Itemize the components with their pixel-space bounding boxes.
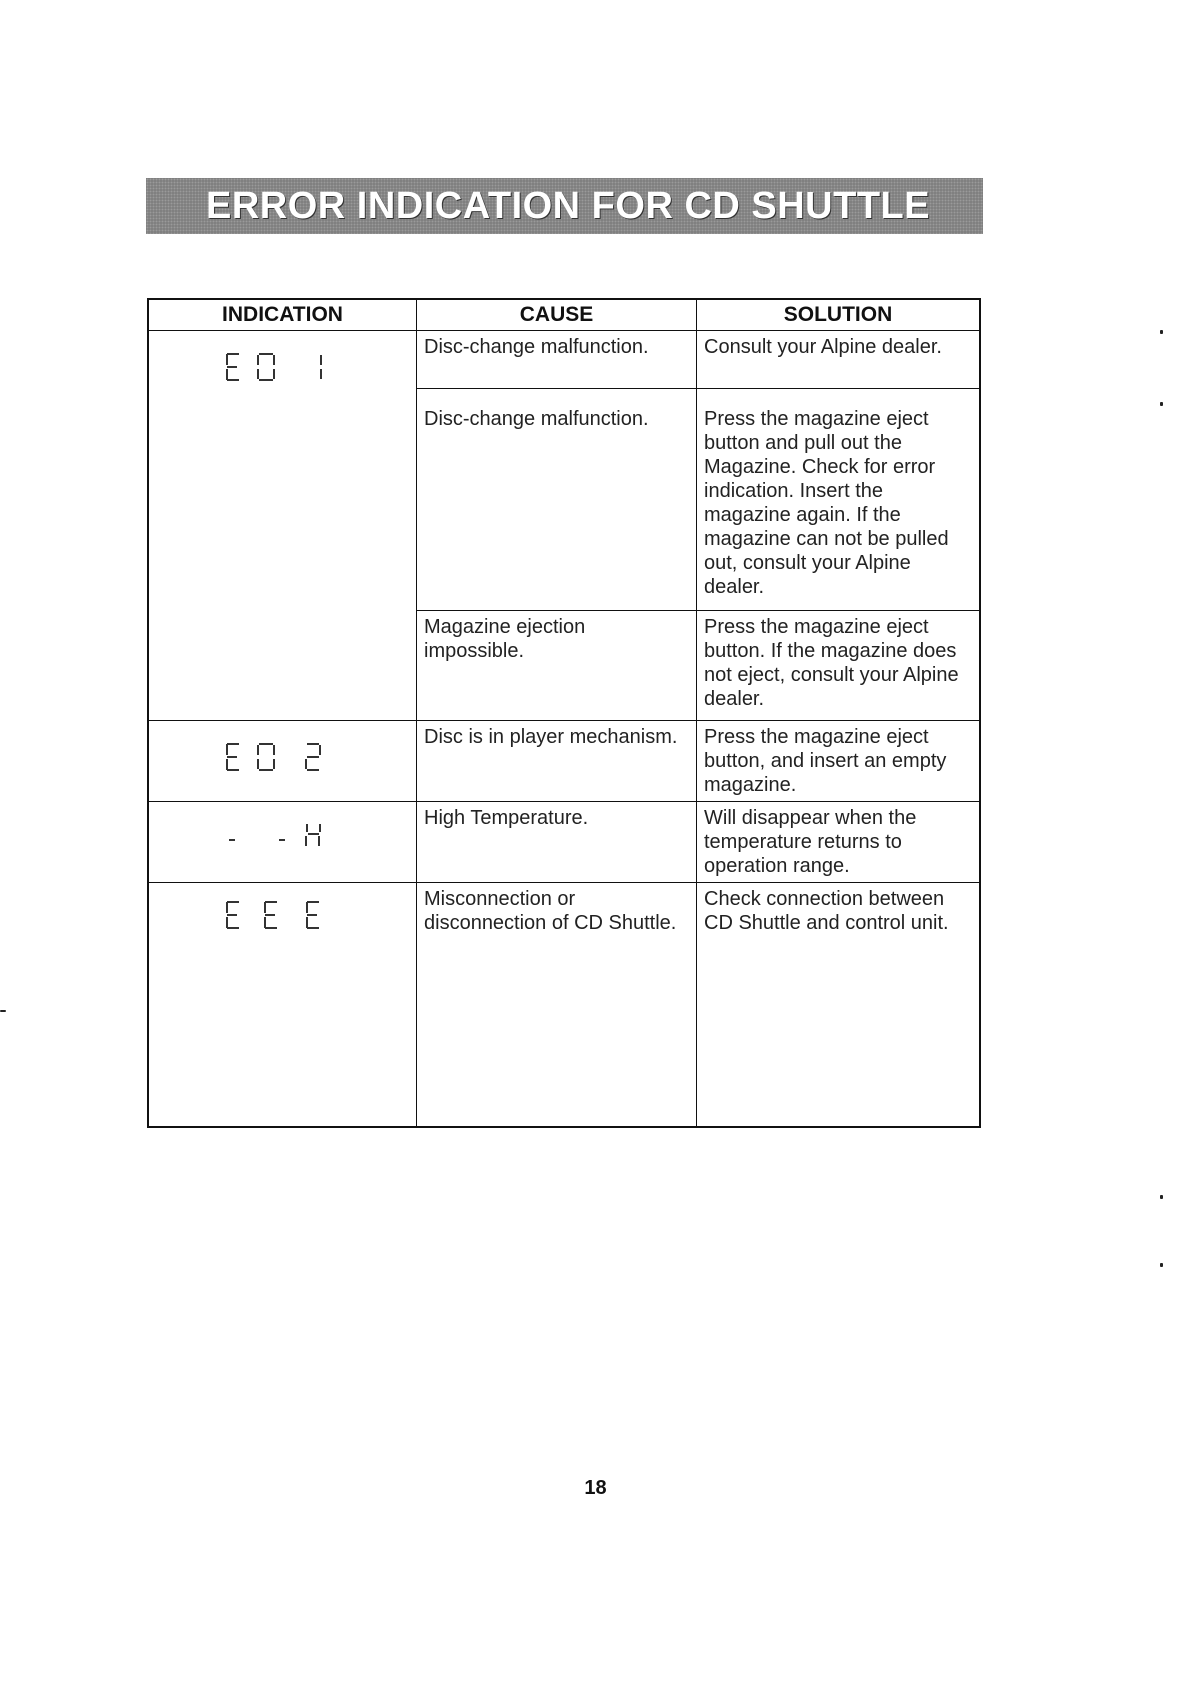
segment-e01-icon: [221, 351, 331, 383]
cause-cell: Disc-change malfunction.: [417, 331, 697, 389]
scan-speck: [0, 1010, 6, 1012]
indication-cell-h: [148, 802, 417, 883]
table-row: [148, 883, 980, 1128]
scan-speck: [1160, 1263, 1163, 1267]
solution-cell: Press the magazine eject button. If the magazine does not eject, consult your Alpine dealer.: [697, 611, 981, 721]
table-row: [148, 331, 980, 389]
solution-cell: Will disappear when the temperature returns to operation range.: [697, 802, 981, 883]
scan-speck: [1160, 330, 1163, 334]
solution-cell: Press the magazine eject button and pull out the Magazine. Check for error indication. Insert the magazine again. If the magazine can not be pulled out, consult your Alpine dealer.: [697, 389, 981, 611]
column-header-cause: CAUSE: [417, 299, 697, 331]
cause-cell: Misconnection or disconnection of CD Shuttle.: [417, 883, 697, 1128]
column-header-indication: INDICATION: [148, 299, 417, 331]
cause-cell: Disc-change malfunction.: [417, 389, 697, 611]
segment-display-eee: [149, 883, 416, 931]
page-title: ERROR INDICATION FOR CD SHUTTLE: [206, 185, 931, 227]
indication-cell-e01: [148, 331, 417, 721]
segment-h-icon: [221, 818, 331, 850]
cause-cell: High Temperature.: [417, 802, 697, 883]
indication-cell-eee: [148, 883, 417, 1128]
cause-cell: Disc is in player mechanism.: [417, 721, 697, 802]
scan-speck: [1160, 402, 1163, 406]
segment-eee-icon: [221, 899, 331, 931]
indication-cell-e02: [148, 721, 417, 802]
solution-cell: Check connection between CD Shuttle and control unit.: [697, 883, 981, 1128]
solution-cell: Press the magazine eject button, and insert an empty magazine.: [697, 721, 981, 802]
segment-display-h: [149, 802, 416, 850]
segment-e02-icon: [221, 741, 331, 773]
column-header-solution: SOLUTION: [697, 299, 981, 331]
page-number: 18: [584, 1477, 607, 1499]
cause-cell: Magazine ejection impossible.: [417, 611, 697, 721]
segment-display-e01: [149, 331, 416, 383]
table-row: [148, 802, 980, 883]
table-row: [148, 721, 980, 802]
title-banner: [146, 178, 983, 234]
error-table: [147, 298, 981, 1128]
scan-speck: [1160, 1195, 1163, 1199]
header-row: [148, 299, 980, 331]
solution-cell: Consult your Alpine dealer.: [697, 331, 981, 389]
segment-display-e02: [149, 721, 416, 773]
